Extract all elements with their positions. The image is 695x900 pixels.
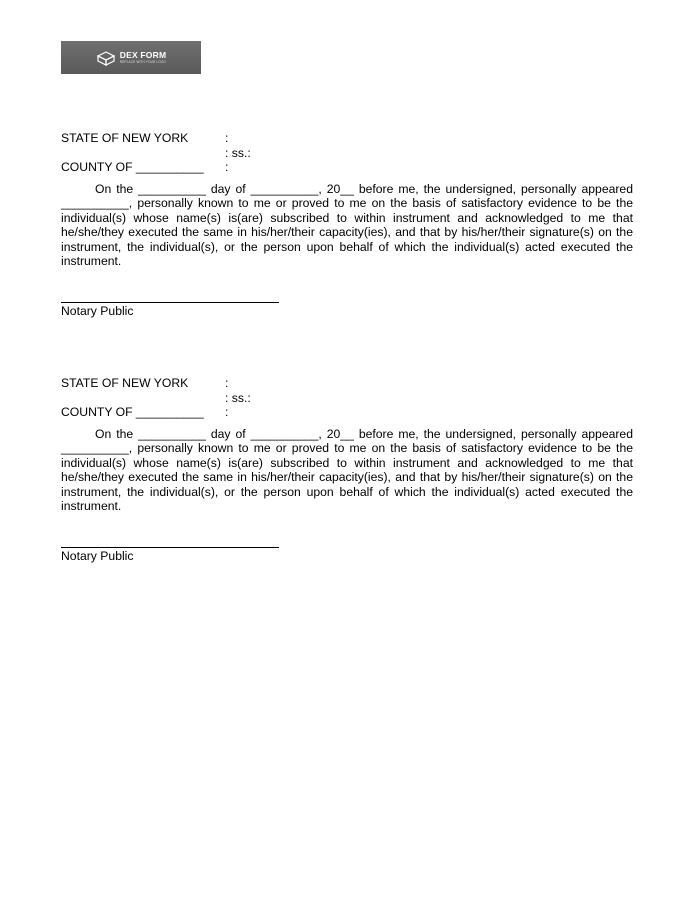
signature-caption: Notary Public xyxy=(61,549,134,564)
box-logo-icon xyxy=(96,50,116,66)
acknowledgment-block-2 xyxy=(61,376,633,563)
venue-colon: : xyxy=(225,405,229,419)
acknowledgment-paragraph: On the __________ day of __________, 20__ before me, the undersigned, personally appeared __________, personally known to me or proved to me on the basis of satisfactory evidence to be the individual(s) whose name(s) is(are) subscribed to within instrument and acknowledged to me that he/she/they executed the same in his/her/their capacity(ies), and that by his/her/their signature(s) on the instrument, the individual(s), or the person upon behalf of which the individual(s) acted executed the instrument. xyxy=(61,427,633,514)
state-label: STATE OF NEW YORK xyxy=(61,131,189,145)
dexform-logo xyxy=(61,41,201,74)
signature-caption: Notary Public xyxy=(61,304,134,319)
signature-line xyxy=(61,302,279,303)
venue-colon: : xyxy=(225,376,229,390)
logo-name: DEX FORM xyxy=(119,49,167,60)
state-label: STATE OF NEW YORK xyxy=(61,376,189,390)
county-label: COUNTY OF __________ xyxy=(61,160,204,174)
venue-header xyxy=(61,376,633,420)
acknowledgment-block-1 xyxy=(61,131,633,318)
venue-header xyxy=(61,131,633,175)
ss-label: : ss.: xyxy=(225,390,251,405)
acknowledgment-paragraph: On the __________ day of __________, 20__ before me, the undersigned, personally appeared __________, personally known to me or proved to me on the basis of satisfactory evidence to be the individual(s) whose name(s) is(are) subscribed to within instrument and acknowledged to me that he/she/they executed the same in his/her/their capacity(ies), and that by his/her/their signature(s) on the instrument, the individual(s), or the person upon behalf of which the individual(s) acted executed the instrument. xyxy=(61,182,633,269)
ss-label: : ss.: xyxy=(225,145,251,160)
venue-colon: : xyxy=(225,160,229,174)
county-label: COUNTY OF __________ xyxy=(61,405,204,419)
venue-colon: : xyxy=(225,131,229,145)
signature-line xyxy=(61,547,279,548)
logo-tagline: REPLACE WITH YOUR LOGO xyxy=(119,60,167,65)
